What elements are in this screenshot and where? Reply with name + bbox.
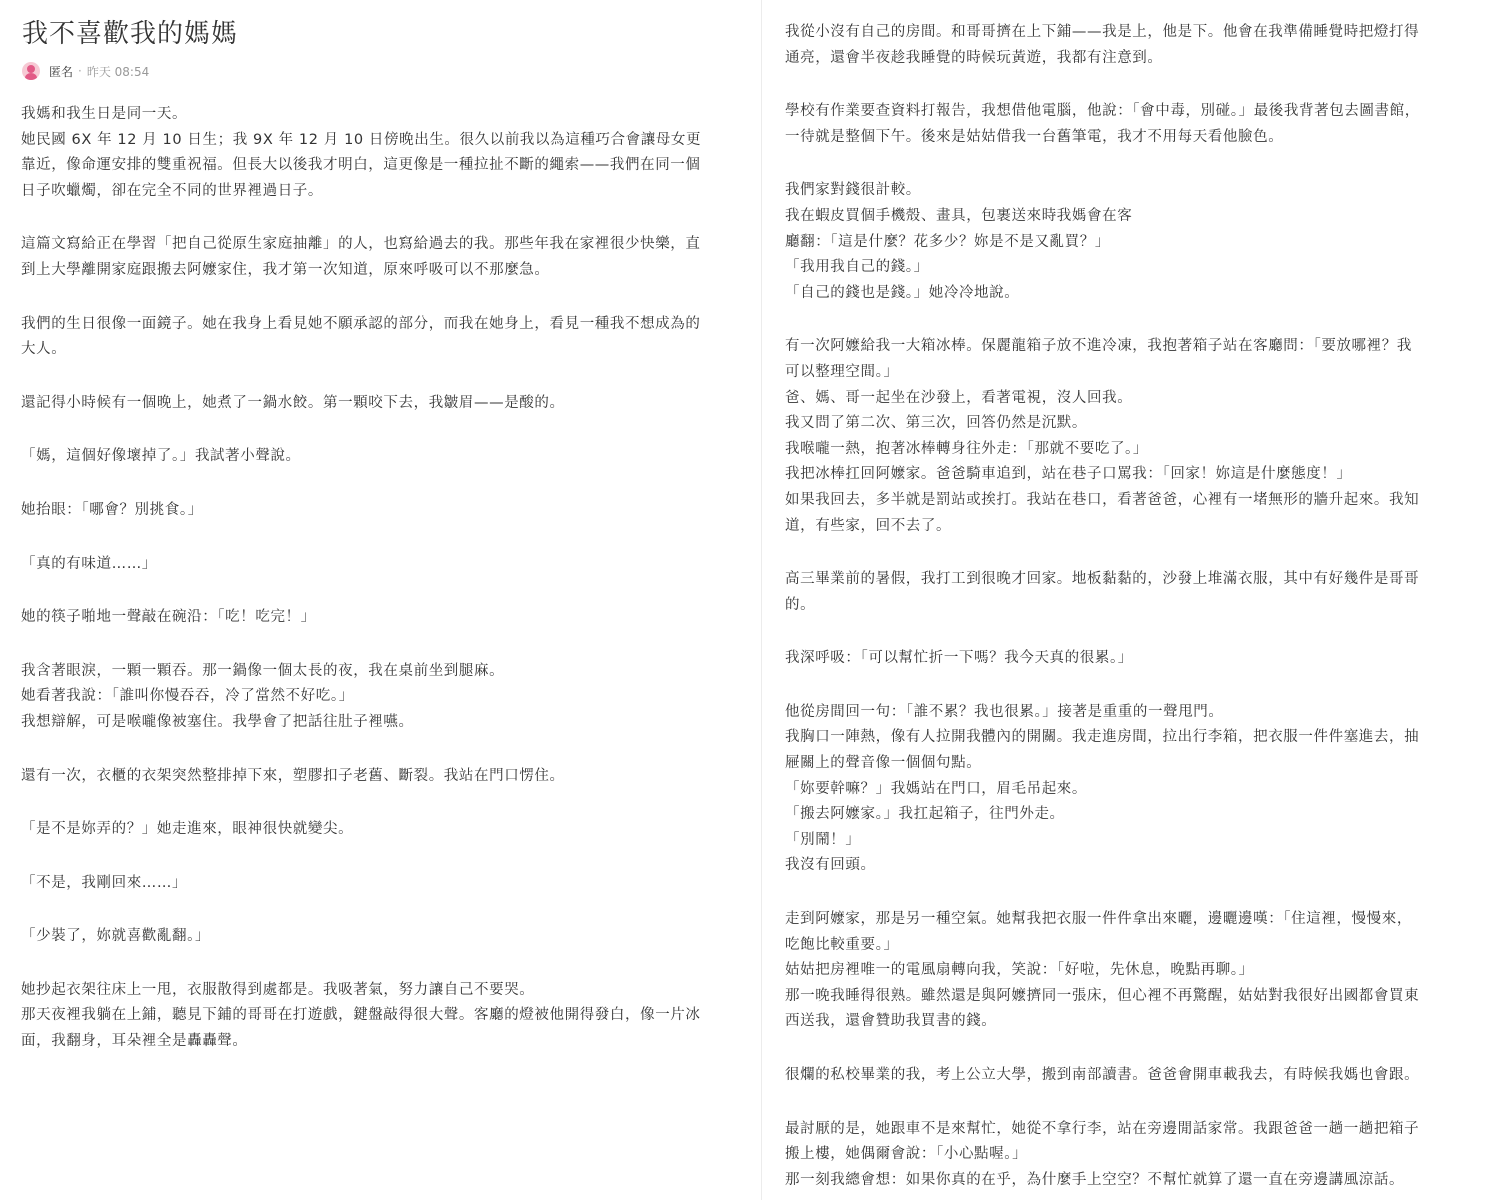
post-body-right [785,20,1425,1193]
post-meta [22,61,149,81]
paragraph: 我含著眼淚，一顆一顆吞。那一鍋像一個太長的夜，我在桌前坐到腿麻。 她看著我說：「誰叫你慢吞吞，冷了當然不好吃。」 我想辯解，可是喉嚨像被塞住。我學會了把話往肚子裡嚥。 [21,662,505,730]
paragraph: 「少裝了，妳就喜歡亂翻。」 [21,928,211,945]
paragraph: 「是不是妳弄的？」她走進來，眼神很快就變尖。 [21,821,354,838]
paragraph: 「真的有味道……」 [21,555,157,572]
post-right-column [764,0,1500,1200]
post-title: 我不喜歡我的媽媽 [22,19,239,49]
paragraph: 有一次阿嬤給我一大箱冰棒。保麗龍箱子放不進冷凍，我抱著箱子站在客廳問：「要放哪裡？我可以整理空間。」 爸、媽、哥一起坐在沙發上，看著電視，沒人回我。 我又問了第二次、第三次，回答仍然是沉默。 我喉嚨一熱，抱著冰棒轉身往外走：「那就不要吃了。」 我把冰棒扛回阿嬤家。爸爸騎車追到，站在巷子口罵我：「回家！妳這是什麼態度！」 如果我回去，多半就是罰站或挨打。我站在巷口，看著爸爸，心裡有一堵無形的牆升起來。我知道，有些家，回不去了。 [785,338,1420,534]
paragraph: 我從小沒有自己的房間。和哥哥擠在上下鋪——我是上，他是下。他會在我準備睡覺時把燈打得通亮，還會半夜趁我睡覺的時候玩黃遊，我都有注意到。 [785,24,1420,66]
column-divider [761,0,762,1200]
paragraph: 我深呼吸：「可以幫忙折一下嗎？我今天真的很累。」 [785,650,1133,667]
paragraph: 學校有作業要查資料打報告，我想借他電腦，他說：「會中毒，別碰。」最後我背著包去圖書館，一待就是整個下午。後來是姑姑借我一台舊筆電，我才不用每天看他臉色。 [785,103,1420,145]
paragraph: 「不是，我剛回來……」 [21,874,188,891]
paragraph: 很爛的私校畢業的我，考上公立大學，搬到南部讀書。爸爸會開車載我去，有時候我媽也會跟。 [785,1067,1420,1083]
paragraph: 她的筷子啪地一聲敲在碗沿：「吃！吃完！」 [21,609,316,626]
author-name[interactable]: 匿名 [49,64,74,79]
paragraph: 我們的生日很像一面鏡子。她在我身上看見她不願承認的部分，而我在她身上，看見一種我不想成為的大人。 [21,315,701,358]
paragraph: 她抄起衣架往床上一甩，衣服散得到處都是。我吸著氣，努力讓自己不要哭。 那天夜裡我躺在上鋪，聽見下鋪的哥哥在打遊戲，鍵盤敲得很大聲。客廳的燈被他開得發白，像一片冰面，我翻身，耳朵裡全是轟轟聲。 [21,981,701,1050]
post-body-left [21,102,711,1055]
paragraph: 「媽，這個好像壞掉了。」我試著小聲說。 [21,448,301,465]
post-time: 昨天 08:54 [86,64,150,79]
paragraph: 最討厭的是，她跟車不是來幫忙，她從不拿行李，站在旁邊閒話家常。我跟爸爸一趟一趟把箱子搬上樓，她偶爾會說：「小心點喔。」 那一刻我總會想：如果你真的在乎，為什麼手上空空？不幫忙就算了還一直在旁邊講風涼話。 [785,1120,1420,1188]
avatar-icon[interactable] [22,62,40,80]
paragraph: 還記得小時候有一個晚上，她煮了一鍋水餃。第一顆咬下去，我皺眉——是酸的。 [21,394,565,411]
paragraph: 還有一次，衣櫃的衣架突然整排掉下來，塑膠扣子老舊、斷裂。我站在門口愣住。 [21,767,565,784]
paragraph: 我們家對錢很計較。 我在蝦皮買個手機殼、畫具，包裹送來時我媽會在客 廳翻：「這是什麼？花多少？妳是不是又亂買？」 「我用我自己的錢。」 「自己的錢也是錢。」她冷冷地說。 [785,182,1133,301]
paragraph: 我媽和我生日是同一天。 她民國 6X 年 12 月 10 日生；我 9X 年 12 月 10 日傍晚出生。很久以前我以為這種巧合會讓母女更靠近，像命運安排的雙重祝福。但長大以後我才明白，這更像是一種拉扯不斷的繩索——我們在同一個日子吹蠟燭，卻在完全不同的世界裡過日子。 [21,106,702,199]
paragraph: 高三畢業前的暑假，我打工到很晚才回家。地板黏黏的，沙發上堆滿衣服，其中有好幾件是哥哥的。 [785,571,1420,613]
paragraph: 走到阿嬤家，那是另一種空氣。她幫我把衣服一件件拿出來曬，邊曬邊嘆：「住這裡，慢慢來，吃飽比較重要。」 姑姑把房裡唯一的電風扇轉向我，笑說：「好啦，先休息，晚點再聊。」 那一晚我睡得很熟。雖然還是與阿嬤擠同一張床，但心裡不再驚醒，姑姑對我很好出國都會買東西送我，還會贊助我買書的錢。 [785,911,1420,1030]
paragraph: 這篇文寫給正在學習「把自己從原生家庭抽離」的人，也寫給過去的我。那些年我在家裡很少快樂，直到上大學離開家庭跟搬去阿嬤家住，我才第一次知道，原來呼吸可以不那麼急。 [21,236,701,278]
paragraph: 他從房間回一句：「誰不累？我也很累。」接著是重重的一聲甩門。 我胸口一陣熱，像有人拉開我體內的開關。我走進房間，拉出行李箱，把衣服一件件塞進去，抽屜關上的聲音像一個個句點。 「妳要幹嘛？」我媽站在門口，眉毛吊起來。 「搬去阿嬤家。」我扛起箱子，往門外走。 「別鬧！」 我沒有回頭。 [785,703,1420,874]
meta-separator: · [78,64,82,78]
paragraph: 她抬眼：「哪會？別挑食。」 [21,501,203,518]
